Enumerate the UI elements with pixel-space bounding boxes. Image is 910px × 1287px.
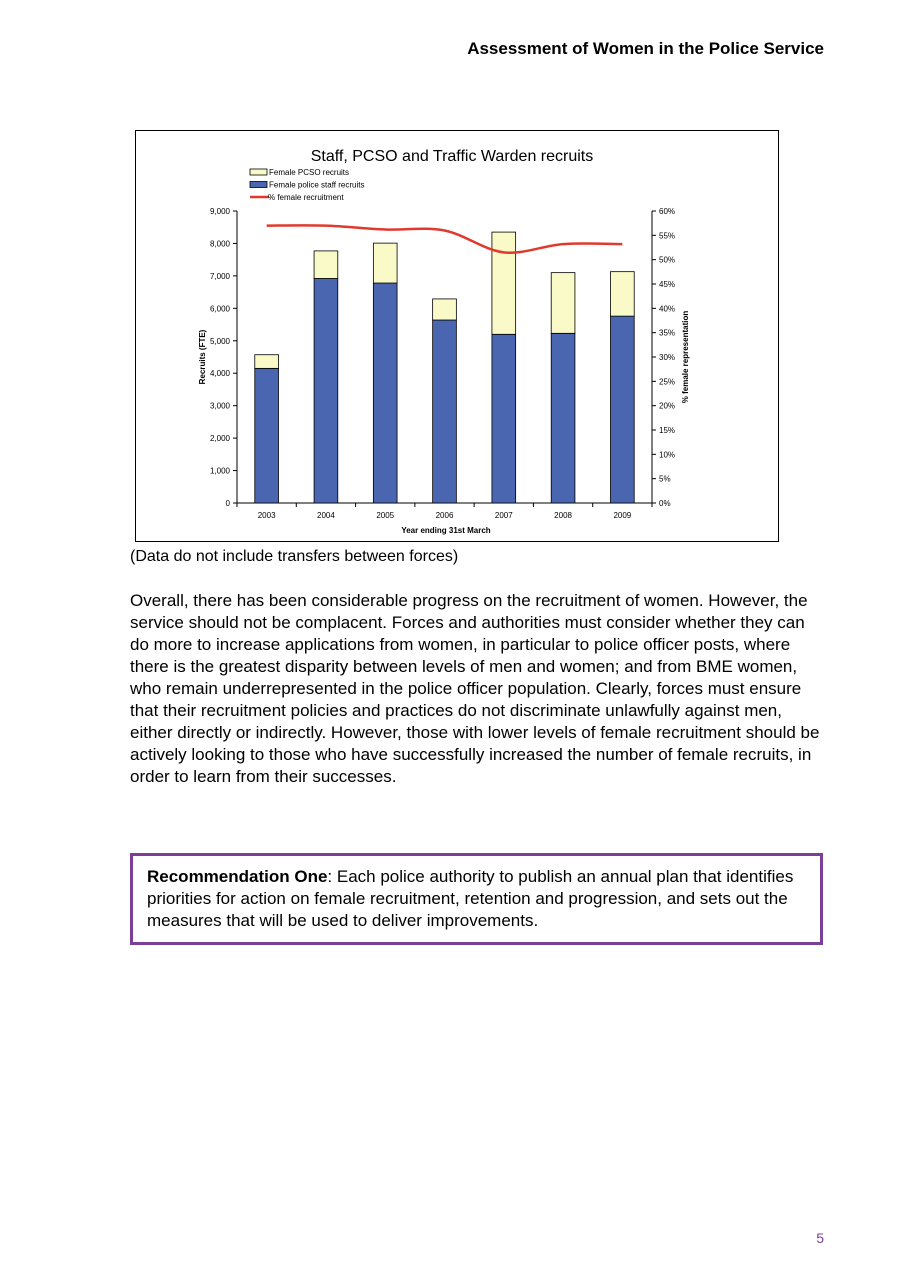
chart-y2-tick-label: 0% bbox=[659, 499, 671, 508]
bar-pcso bbox=[551, 273, 575, 334]
bar-pcso bbox=[314, 251, 338, 279]
chart-y-tick-label: 8,000 bbox=[209, 239, 230, 249]
chart-y-tick-label: 4,000 bbox=[209, 369, 230, 379]
page-header-title: Assessment of Women in the Police Service bbox=[467, 39, 824, 58]
chart-y2-tick-label: 35% bbox=[659, 328, 676, 338]
chart-y2-tick-label: 20% bbox=[659, 401, 676, 411]
chart-y-tick-label: 7,000 bbox=[209, 271, 230, 281]
bar-pcso bbox=[611, 272, 635, 316]
chart-y2-tick-label: 50% bbox=[659, 255, 676, 265]
bar-pcso bbox=[255, 355, 279, 369]
bar-pcso bbox=[373, 243, 397, 283]
bar-police-staff bbox=[492, 334, 516, 503]
recommendation-text: : Each police authority to publish an annual plan that identifies priorities for action on female recruitment, retention and progression, and sets out the measures that will be used to deliver improvements. bbox=[147, 867, 794, 930]
legend-label: Female police staff recruits bbox=[269, 180, 365, 190]
chart-y-tick-label: 2,000 bbox=[209, 434, 230, 444]
chart-y2-axis-label: % female representation bbox=[681, 310, 690, 404]
chart-y-tick-label: 1,000 bbox=[209, 466, 230, 476]
page-number: 5 bbox=[816, 1230, 824, 1246]
legend-label: Female PCSO recruits bbox=[269, 168, 350, 177]
chart-y2-tick-label: 40% bbox=[659, 304, 676, 314]
bar-police-staff bbox=[255, 368, 279, 503]
chart-x-tick-label: 2005 bbox=[376, 511, 395, 520]
legend-swatch bbox=[250, 169, 267, 175]
chart-y-tick-label: 0 bbox=[225, 499, 230, 508]
recommendation-label: Recommendation One bbox=[147, 867, 328, 886]
body-paragraph: Overall, there has been considerable progress on the recruitment of women. However, the service should not be complacent. Forces and authorities must consider whether they can do more to increase applications from women, in particular to police officer posts, where there is the greatest disparity between levels of men and women; and from BME women, who remain underrepresented in the police officer population. Clearly, forces must ensure that their recruitment policies and practices do not discriminate unlawfully against men, either directly or indirectly. However, those with lower levels of female recruitment should be actively looking to those who have successfully increased the number of female recruits, in order to learn from their successes. bbox=[130, 591, 820, 786]
chart-y2-tick-label: 55% bbox=[659, 231, 676, 241]
chart-x-tick-label: 2009 bbox=[613, 511, 632, 520]
chart-x-tick-label: 2008 bbox=[554, 511, 572, 520]
chart-x-tick-label: 2006 bbox=[435, 511, 454, 520]
chart-x-axis-label: Year ending 31st March bbox=[401, 526, 491, 535]
chart-y-axis-label: Recruits (FTE) bbox=[198, 329, 207, 385]
bar-police-staff bbox=[551, 333, 575, 503]
chart-y2-tick-label: 10% bbox=[659, 450, 676, 460]
chart-y-tick-label: 9,000 bbox=[209, 207, 230, 216]
chart-x-tick-label: 2007 bbox=[494, 511, 513, 520]
bar-police-staff bbox=[433, 320, 457, 503]
chart-y-tick-label: 5,000 bbox=[209, 336, 230, 346]
chart-x-tick-label: 2004 bbox=[317, 511, 335, 520]
chart-y2-tick-label: 5% bbox=[659, 474, 671, 484]
recommendation-box bbox=[130, 853, 823, 945]
chart-x-tick-label: 2003 bbox=[257, 511, 276, 520]
line-female-recruitment bbox=[267, 225, 623, 252]
recruits-chart bbox=[136, 131, 780, 543]
bar-police-staff bbox=[314, 278, 338, 503]
chart-caption: (Data do not include transfers between forces) bbox=[130, 548, 459, 565]
bar-pcso bbox=[492, 232, 516, 334]
chart-y2-tick-label: 60% bbox=[659, 207, 676, 216]
chart-y2-tick-label: 30% bbox=[659, 353, 676, 362]
bar-police-staff bbox=[373, 283, 397, 503]
bar-pcso bbox=[433, 299, 457, 320]
chart-y2-tick-label: 45% bbox=[659, 280, 676, 289]
legend-swatch bbox=[250, 182, 267, 188]
bar-police-staff bbox=[611, 316, 635, 503]
legend-label: % female recruitment bbox=[268, 193, 344, 202]
chart-container bbox=[135, 130, 779, 542]
chart-y-tick-label: 6,000 bbox=[209, 304, 230, 314]
chart-y2-tick-label: 25% bbox=[659, 377, 676, 387]
chart-title: Staff, PCSO and Traffic Warden recruits bbox=[310, 148, 594, 165]
chart-y-tick-label: 3,000 bbox=[209, 401, 230, 411]
chart-y2-tick-label: 15% bbox=[659, 426, 676, 435]
